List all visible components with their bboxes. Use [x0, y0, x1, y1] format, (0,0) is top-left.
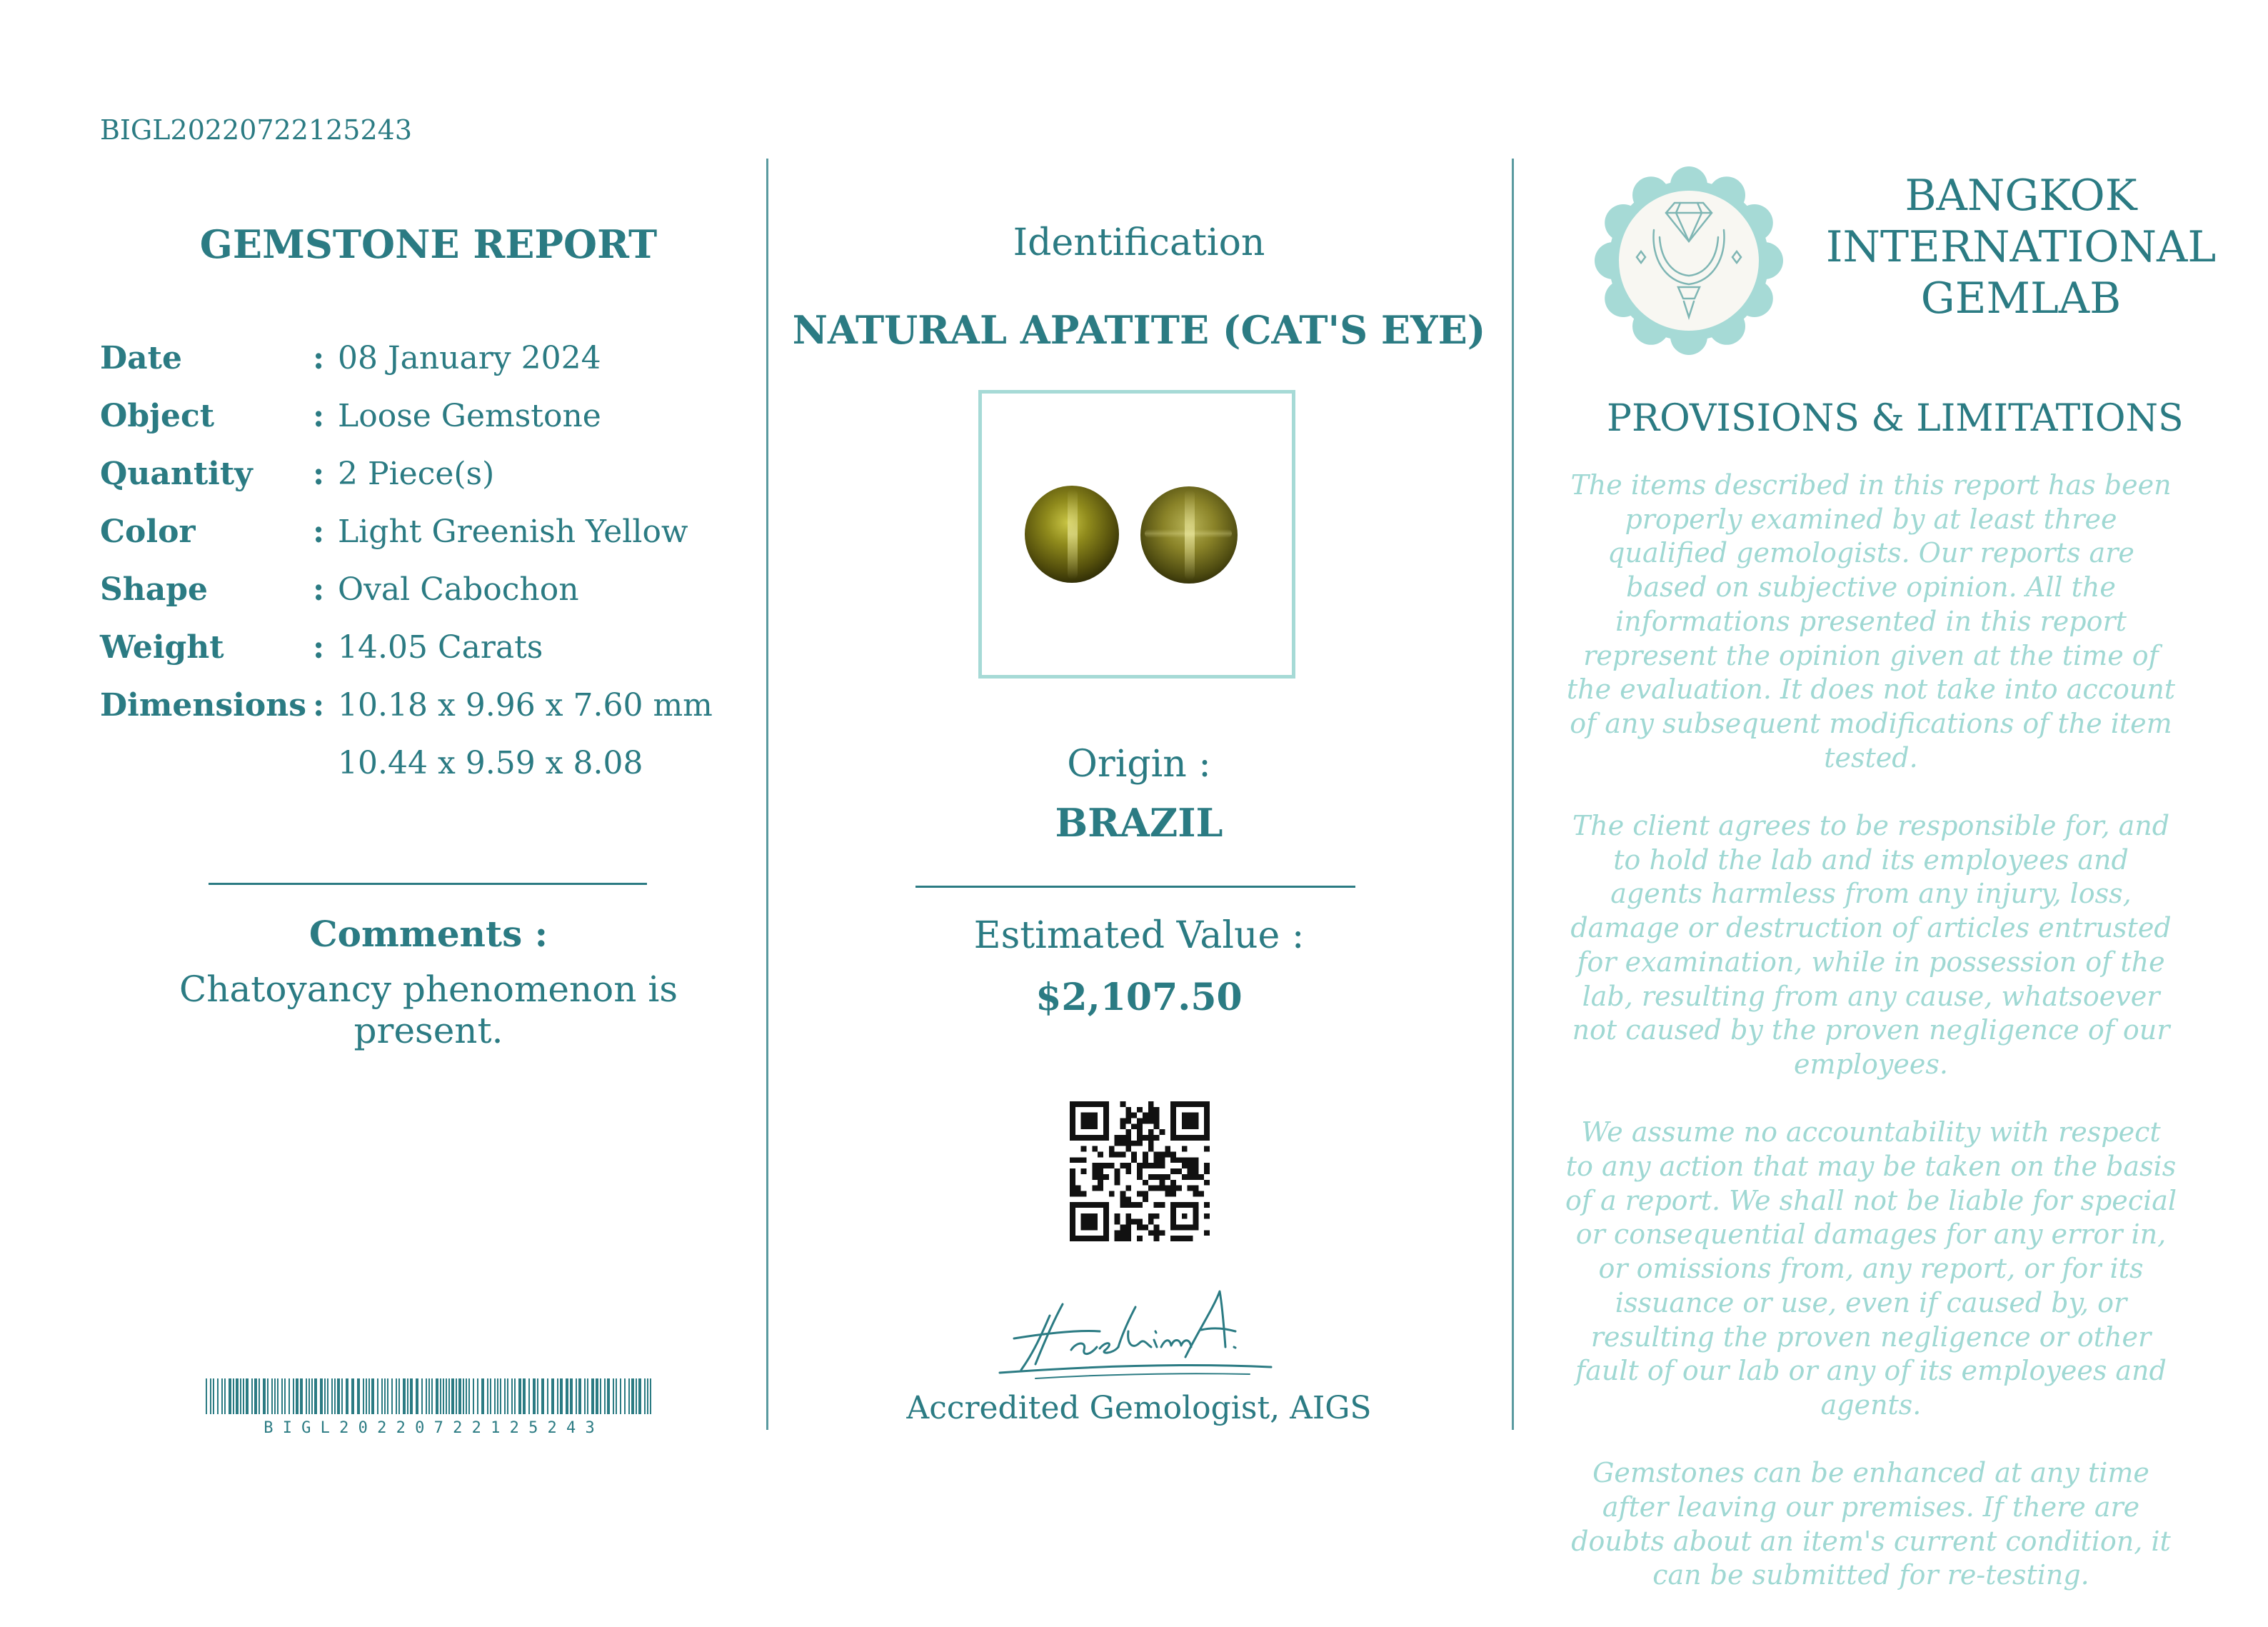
report-id: BIGL20220722125243 [100, 114, 412, 146]
detail-colon: : [313, 456, 325, 492]
lab-name-line: BANGKOK [1905, 171, 2137, 221]
comments-separator [209, 883, 647, 885]
detail-label: Color [100, 514, 196, 550]
detail-colon: : [313, 687, 325, 724]
origin-value: BRAZIL [1055, 800, 1223, 846]
identification-label: Identification [1013, 221, 1265, 264]
provisions-paragraph: Gemstones can be enhanced at any time after leaving our premises. If there are doubts about an item's current condition, it can be submitted for re-testing. [1571, 1457, 2171, 1591]
comments-title: Comments : [308, 913, 548, 955]
lab-seal-icon [1594, 166, 1784, 356]
detail-colon: : [313, 514, 325, 550]
detail-label: Dimensions [100, 687, 307, 724]
provisions-title: PROVISIONS & LIMITATIONS [1607, 397, 2184, 440]
detail-value: 10.18 x 9.96 x 7.60 mm [338, 687, 713, 724]
report-title: GEMSTONE REPORT [199, 221, 658, 267]
signature-caption: Accredited Gemologist, AIGS [906, 1390, 1372, 1426]
provisions-text [1564, 469, 2178, 1627]
estimated-value-label: Estimated Value : [973, 914, 1305, 957]
detail-value: 2 Piece(s) [338, 456, 495, 492]
detail-label: Quantity [100, 456, 253, 492]
detail-label: Date [100, 340, 182, 376]
detail-colon: : [313, 629, 325, 666]
detail-value: Oval Cabochon [338, 571, 579, 608]
gem-photo [978, 390, 1295, 679]
detail-label: Object [100, 398, 215, 434]
barcode [206, 1378, 653, 1436]
value-separator [915, 886, 1355, 888]
identification-value: NATURAL APATITE (CAT'S EYE) [792, 307, 1486, 353]
detail-colon: : [313, 398, 325, 434]
provisions-paragraph: The client agrees to be responsible for, and to hold the lab and its employees and agents harmless from any injury, loss, damage or destruction of articles entrusted for examination, while in possession of the lab, resulting from any cause, whatsoever not caused by the proven negligence of our employees. [1570, 810, 2172, 1080]
detail-value: 10.44 x 9.59 x 8.08 [338, 745, 643, 781]
comments-text: Chatoyancy phenomenon is present. [179, 968, 678, 1051]
detail-colon: : [313, 340, 325, 376]
origin-label: Origin : [1067, 743, 1211, 786]
estimated-value-amount: $2,107.50 [1035, 976, 1243, 1019]
divider-right [1512, 159, 1514, 1430]
detail-value: 08 January 2024 [338, 340, 601, 376]
gem-image [982, 394, 1292, 675]
detail-value: Loose Gemstone [338, 398, 601, 434]
detail-label: Weight [100, 629, 224, 666]
lab-name [1821, 170, 2221, 324]
qr-code[interactable] [1070, 1101, 1210, 1241]
provisions-paragraph: The items described in this report has been properly examined by at least three qualified gemologists. Our reports are based on subjective opinion. All the informations presented in this report represent the opinion given at the time of the evaluation. It does not take into account of any subsequent modifications of the item tested. [1566, 469, 2176, 774]
detail-label: Shape [100, 571, 209, 608]
detail-value: 14.05 Carats [338, 629, 543, 666]
signature-image [993, 1278, 1278, 1386]
lab-name-line: INTERNATIONAL [1825, 222, 2217, 272]
detail-value: Light Greenish Yellow [338, 514, 688, 550]
lab-name-line: GEMLAB [1920, 274, 2122, 324]
barcode-text: B I G L 2 0 2 2 0 7 2 2 1 2 5 2 4 3 [264, 1419, 595, 1436]
provisions-paragraph: We assume no accountability with respect to any action that may be taken on the basis of a report. We shall not be liable for special or consequential damages for any error in, or omissions from, any report, or for its issuance or use, even if caused by, or resulting the proven negligence or other fault of our lab or any of its employees and agents. [1565, 1116, 2177, 1421]
detail-colon: : [313, 571, 325, 608]
